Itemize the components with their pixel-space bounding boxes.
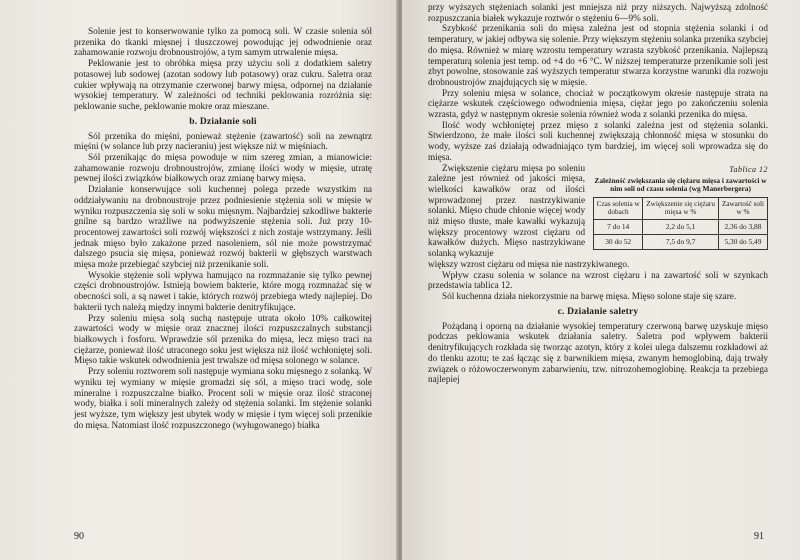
table-cell: 5,30 do 5,49 [718,234,767,249]
paragraph: Przy soleniu mięsa solą suchą następuje utrata około 10% całkowitej zawartości wody w mięsie oraz znacznej ilości rozpuszczalnych substancji białkowych i fosforu. Wprawdzie sól przenika do mięsa, lecz mięso traci na ciężarze, ponieważ ilość utraconego soku jest większa niż ilość wchłoniętej soli. Mięso takie wskutek odwodnienia jest trwalsze od mięsa solonego w solance. [74,312,372,366]
paragraph: większy wzrost ciężaru od mięsa nie nastrzykiwanego. [428,258,630,269]
section-heading: c. Działanie saletry [557,306,639,317]
paragraph: Wpływ czasu solenia w solance na wzrost ciężaru i na zawartość soli w szynkach przedstawia tablica 12. [428,269,768,291]
table-row [594,234,768,249]
table-cell: 2,36 do 3,88 [718,219,767,234]
paragraph: Wysokie stężenie soli wpływa hamująco na rozmnażanie się tylko pewnej części drobnoustrojów. Istnieją bowiem bakterie, które mogą rozmnażać się w obecności soli, a są nawet i takie, których rozwój przebiega wtedy najlepiej. Do bakterii tych należą między innymi bakterie denitryfikujące. [74,269,372,312]
right-text [428,2,768,385]
paragraph: przy wyższych stężeniach solanki jest mniejsza niż przy niższych. Najwyższą zdolność rozpuszczania białek wykazuje roztwór o stężeniu 6—9% soli. [428,2,768,23]
table-cell: 7 do 14 [594,219,643,234]
data-table [593,197,768,251]
paragraph: Przy soleniu mięsa w solance, chociaż w początkowym okresie następuje strata na ciężarze wskutek częściowego odwodnienia mięsa, ciężar jego po zakończeniu solenia wzrasta, gdyż w następnym okresie solenia również woda z solanki przenika do mięsa. [428,87,768,120]
paragraph: Sól kuchenna działa niekorzystnie na barwę mięsa. Mięso solone staje się szare. [442,290,737,301]
paragraph: Szybkość przenikania soli do mięsa zależna jest od stopnia stężenia solanki i od temperatury, w jakiej odbywa się solenie. Przy większym stężeniu solanka przenika szybciej do mięsa. Również w miarę wzrostu temperatury wzrasta szybkość przenikania. Najlepszą temperaturą solenia jest temp. od +4 do +6 °C. W niższej temperaturze przenikanie soli jest zbyt powolne, stosowanie zaś wyższych temperatur stwarza korzystne warunki dla rozwoju drobnoustrojów znajdujących się w mięsie. [428,23,768,87]
text-with-table [428,163,768,259]
left-page [0,0,398,560]
table-header-cell: Czas solenia w dobach [594,197,643,219]
paragraph: Działanie konserwujące soli kuchennej polega przede wszystkim na oddziaływaniu na drobnoustroje przez podniesienie stężenia soli w mięsie w wyniku rozpuszczenia się soli w soku mięsnym. Najbardziej szkodliwe bakterie gnilne są bardzo wrażliwe na podwyższenie stężenia soli. Już przy 10-procentowej zawartości soli rozwój większości z nich zostaje wstrzymany. Jeśli jednak mięso było zakażone przed nasoleniem, sól nie może powstrzymać dalszego psucia się mięsa, ponieważ rozwój bakterii w głębszych warstwach mięsa może przebiegać szybciej niż przenikanie soli. [74,184,372,270]
table-header-cell: Zawartość soli w % [718,197,767,219]
table-row [594,219,768,234]
table-header-row [594,197,768,219]
paragraph: Ilość wody wchłoniętej przez mięso z solanki zależna jest od stężenia solanki. Stwierdzono, że małe ilości soli kuchennej zwiększają chłonność mięsa w stosunku do wody, wyższe zaś działają odwadniająco tym bardziej, im więcej soli wprowadza się do mięsa. [428,119,768,162]
table-header-cell: Zwiększenie się ciężaru mięsa w % [643,197,719,219]
float-text [428,163,585,259]
paragraph: Sól przenikając do mięsa powoduje w nim szereg zmian, a mianowicie: zahamowanie rozwoju drobnoustrojów, zmianę ilości wody w mięsie, utratę pewnej ilości związków białkowych oraz zmianę barwy mięsa. [74,152,372,184]
paragraph: Przy soleniu roztworem soli następuje wymiana soku mięsnego z solanką. W wyniku tej wymiany w mięsie gromadzi się sól, a mięso traci wodę, sole mineralne i rozpuszczalne białko. Procent soli w mięsie oraz ilość straconej wody, białka i soli mineralnych zależy od stężenia solanki. Im stężenie solanki jest wyższe, tym większy jest ubytek wody w mięsie i tym więcej soli przenikie do mięsa. Natomiast ilość rozpuszczonego (wyługowanego) białka [74,366,372,430]
page-number: 91 [754,531,764,542]
paragraph: Zwiększenie ciężaru mięsa po soleniu zależne jest również od jakości mięsa, wielkości kawałków oraz od ilości wprowadzonej przez nastrzykiwanie solanki. Mięso chude chłonie więcej wody niż mięso tłuste, małe kawałki wykazują większy procentowy wzrost ciężaru od kawałków dużych. Mięso nastrzykiwane solanką wykazuje [428,162,586,259]
table-cell: 7,5 do 9,7 [643,234,719,249]
table-title: Zależność zwiększania się ciężaru mięsa i zawartości w nim soli od czasu solenia (wg Manerbergera) [594,175,767,194]
paragraph: Sól przenika do mięśni, ponieważ stężenie (zawartość) soli na zewnątrz mięśni (w solance lub przy nacieraniu) jest większe niż w mięśniach. [74,130,372,152]
table-label: Tablica 12 [729,164,768,174]
table-cell: 2,2 do 5,1 [643,219,719,234]
page-number: 90 [74,531,84,542]
table-cell: 30 do 52 [594,234,643,249]
data-table-container [593,163,768,259]
paragraph: Peklowanie jest to obróbka mięsa przy użyciu soli z dodatkiem saletry potasowej lub sodowej (azotan sodowy lub potasowy) oraz cukru. Saletra oraz cukier wpływają na otrzymanie czerwonej barwy mięsa, odpornej na działanie wysokiej temperatury. W zależności od techniki peklowania rozróżnia się: peklowanie suche, peklowanie mokre oraz mieszane. [74,58,372,111]
section-heading: b. Działanie soli [189,116,257,127]
paragraph: Solenie jest to konserwowanie tylko za pomocą soli. W czasie solenia sól przenika do tkanki mięsnej i tłuszczowej powodując jej odwodnienie oraz zahamowanie rozwoju drobnoustrojów, a tym samym utrwalenie mięsa. [74,26,372,58]
right-page [402,0,800,560]
paragraph: Pożądaną i oporną na działanie wysokiej temperatury czerwoną barwę uzyskuje mięso podczas peklowania wskutek działania saletry. Saletra pod wpływem bakterii denitryfikujących rozkłada się tworząc azotyn, który z kolei ulega dalszemu rozkładowi aż do tlenku azotu; te zaś łącząc się z barwnikiem mięsa, zwanym hemoglobiną, dają trwały związek o różowoczerwonym zabarwieniu, tzw. nitrozohemoglobinę. Reakcja ta przebiega najlepiej [428,320,768,385]
left-text [74,26,372,430]
